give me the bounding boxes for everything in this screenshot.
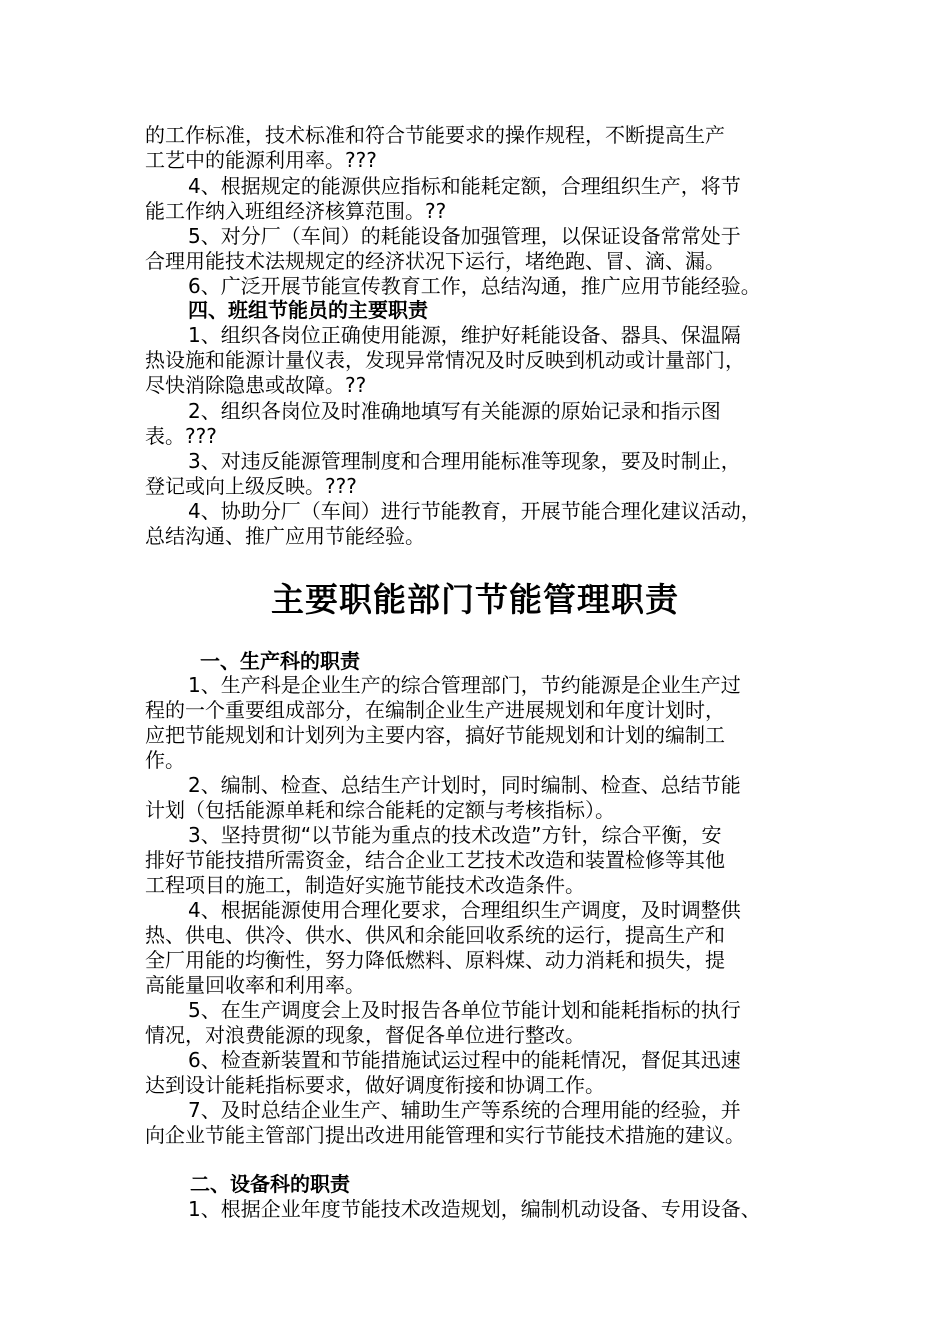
paragraph-line: 4、根据规定的能源供应指标和能耗定额，合理组织生产，将节 — [188, 174, 741, 198]
paragraph-line: 能工作纳入班组经济核算范围。?? — [145, 199, 447, 223]
paragraph-line: 总结沟通、推广应用节能经验。 — [145, 524, 425, 548]
paragraph-line: 合理用能技术法规规定的经济状况下运行，堵绝跑、冒、滴、漏。 — [145, 249, 725, 273]
paragraph-line: 登记或向上级反映。??? — [145, 474, 357, 498]
paragraph-line: 排好节能技措所需资金，结合企业工艺技术改造和装置检修等其他 — [145, 848, 725, 872]
paragraph-line: 5、在生产调度会上及时报告各单位节能计划和能耗指标的执行 — [188, 998, 741, 1022]
document-title: 主要职能部门节能管理职责 — [271, 580, 679, 619]
paragraph-line: 6、检查新装置和节能措施试运过程中的能耗情况，督促其迅速 — [188, 1048, 741, 1072]
paragraph-line: 4、根据能源使用合理化要求，合理组织生产调度，及时调整供 — [188, 898, 741, 922]
paragraph-line: 工程项目的施工，制造好实施节能技术改造条件。 — [145, 873, 585, 897]
paragraph-line: 尽快消除隐患或故障。?? — [145, 373, 367, 397]
paragraph-line: 达到设计能耗指标要求，做好调度衔接和协调工作。 — [145, 1073, 605, 1097]
paragraph-line: 1、组织各岗位正确使用能源，维护好耗能设备、器具、保温隔 — [188, 323, 741, 347]
paragraph-line: 程的一个重要组成部分，在编制企业生产进展规划和年度计划时， — [145, 698, 725, 722]
paragraph-line: 2、编制、检查、总结生产计划时，同时编制、检查、总结节能 — [188, 773, 741, 797]
paragraph-line: 的工作标准，技术标准和符合节能要求的操作规程，不断提高生产 — [145, 123, 725, 147]
paragraph-line: 5、对分厂（车间）的耗能设备加强管理，以保证设备常常处于 — [188, 224, 741, 248]
paragraph-line: 全厂用能的均衡性，努力降低燃料、原料煤、动力消耗和损失，提 — [145, 948, 725, 972]
paragraph-line: 表。??? — [145, 424, 217, 448]
paragraph-line: 计划（包括能源单耗和综合能耗的定额与考核指标）。 — [145, 798, 615, 822]
paragraph-line: 向企业节能主管部门提出改进用能管理和实行节能技术措施的建议。 — [145, 1123, 745, 1147]
paragraph-line: 热、供电、供冷、供水、供风和余能回收系统的运行，提高生产和 — [145, 923, 725, 947]
paragraph-line: 4、协助分厂（车间）进行节能教育，开展节能合理化建议活动， — [188, 499, 761, 523]
paragraph-line: 6、广泛开展节能宣传教育工作，总结沟通，推广应用节能经验。 — [188, 274, 761, 298]
section-heading: 一、生产科的职责 — [200, 649, 360, 673]
paragraph-line: 作。 — [145, 748, 185, 772]
paragraph-line: 应把节能规划和计划列为主要内容，搞好节能规划和计划的编制工 — [145, 723, 725, 747]
section-heading: 二、设备科的职责 — [190, 1172, 350, 1196]
paragraph-line: 1、根据企业年度节能技术改造规划，编制机动设备、专用设备、 — [188, 1197, 761, 1221]
paragraph-line: 2、组织各岗位及时准确地填写有关能源的原始记录和指示图 — [188, 399, 721, 423]
paragraph-line: 1、生产科是企业生产的综合管理部门，节约能源是企业生产过 — [188, 673, 741, 697]
paragraph-line: 3、坚持贯彻“以节能为重点的技术改造”方针，综合平衡，安 — [188, 823, 722, 847]
paragraph-line: 工艺中的能源利用率。??? — [145, 148, 377, 172]
paragraph-line: 7、及时总结企业生产、辅助生产等系统的合理用能的经验，并 — [188, 1098, 741, 1122]
section-heading: 四、班组节能员的主要职责 — [188, 298, 428, 322]
paragraph-line: 热设施和能源计量仪表，发现异常情况及时反映到机动或计量部门， — [145, 348, 745, 372]
paragraph-line: 情况，对浪费能源的现象，督促各单位进行整改。 — [145, 1023, 585, 1047]
paragraph-line: 高能量回收率和利用率。 — [145, 973, 365, 997]
paragraph-line: 3、对违反能源管理制度和合理用能标准等现象，要及时制止， — [188, 449, 741, 473]
